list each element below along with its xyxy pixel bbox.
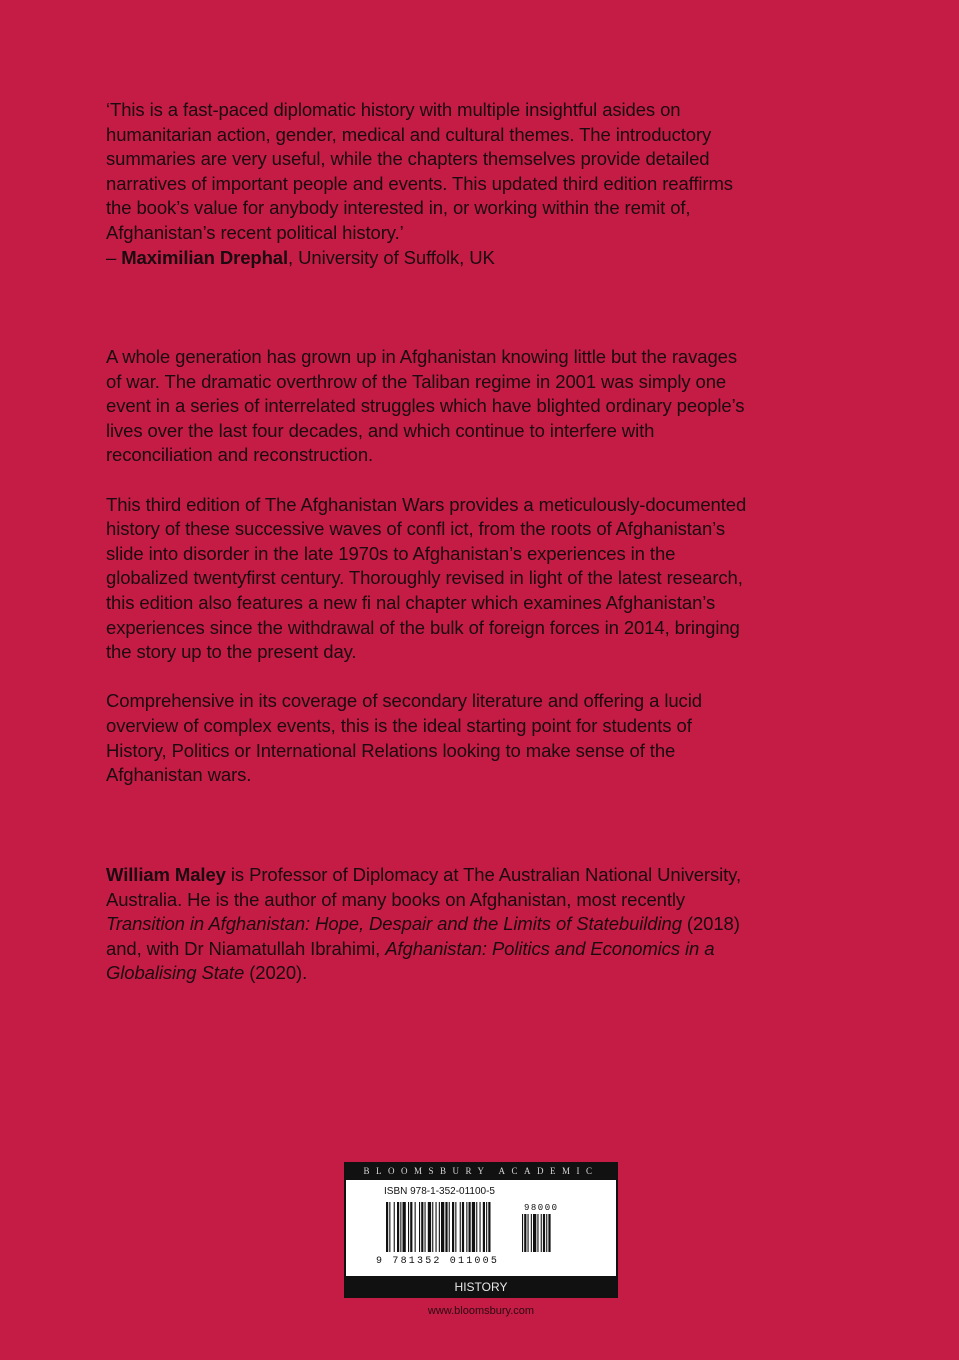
- author-name: William Maley: [106, 864, 226, 885]
- book-title: Transition in Afghanistan: Hope, Despair and the Limits of Statebuilding: [106, 913, 682, 935]
- description-line: This third edition of The Afghanistan Wars provides a meticulously-documented: [106, 493, 747, 515]
- description-line: history of these successive waves of confl ict, from the roots of Afghanistan’s: [106, 518, 726, 540]
- bio-line: [106, 863, 846, 888]
- description-line: reconciliation and reconstruction.: [106, 444, 374, 466]
- attribution-dash: –: [106, 246, 122, 268]
- book-title: Globalising State: [106, 962, 245, 984]
- subject-category: HISTORY: [454, 1280, 508, 1294]
- author-bio: [106, 863, 846, 986]
- bio-line: [106, 961, 846, 986]
- quote-line: summaries are very useful, while the chapters themselves provide detailed: [106, 148, 710, 170]
- description-line: Comprehensive in its coverage of secondary literature and offering a lucid: [106, 690, 702, 712]
- bio-text: is Professor of Diplomacy at The Australian National University,: [225, 864, 742, 885]
- book-title: Afghanistan: Politics and Economics in a: [385, 937, 715, 959]
- quote-line: humanitarian action, gender, medical and cultural themes. The introductory: [106, 123, 712, 145]
- reviewer-name: Maximilian Drephal: [121, 246, 289, 268]
- book-description: [106, 345, 846, 812]
- review-quote: [106, 98, 846, 270]
- publisher-website[interactable]: www.bloomsbury.com: [427, 1305, 535, 1317]
- quote-line: narratives of important people and events. This updated third edition reaffirms: [106, 172, 733, 194]
- quote-line: the book’s value for anybody interested in, or working within the remit of,: [106, 197, 691, 219]
- barcode-panel: [344, 1162, 618, 1298]
- description-line: Afghanistan wars.: [106, 764, 252, 786]
- bio-line: [106, 912, 846, 937]
- bio-text: and, with Dr Niamatullah Ibrahimi,: [106, 937, 386, 959]
- description-line: experiences since the withdrawal of the bulk of foreign forces in 2014, bringing: [106, 616, 740, 638]
- publisher-logo: BLOOMSBURY ACADEMIC: [363, 1166, 599, 1176]
- description-paragraph-2: [106, 493, 846, 665]
- quote-line: Afghanistan’s recent political history.’: [106, 221, 404, 243]
- description-line: event in a series of interrelated struggles which have blighted ordinary people’s: [106, 395, 745, 417]
- ean-digits: 9 781352 011005: [376, 1256, 500, 1267]
- barcode-area: [346, 1180, 616, 1276]
- description-line: overview of complex events, this is the ideal starting point for students of: [106, 714, 692, 736]
- bio-line: Australia. He is the author of many books on Afghanistan, most recently: [106, 888, 686, 910]
- book-year: (2020).: [244, 962, 308, 984]
- description-line: the story up to the present day.: [106, 641, 357, 663]
- description-line: History, Politics or International Relations looking to make sense of the: [106, 739, 676, 761]
- addon-price-code: 98000: [524, 1203, 559, 1213]
- isbn-label: ISBN 978-1-352-01100-5: [384, 1186, 495, 1197]
- quote-attribution: [106, 246, 846, 271]
- description-line: slide into disorder in the late 1970s to Afghanistan’s experiences in the: [106, 542, 676, 564]
- description-line: globalized twentyfirst century. Thoroughly revised in light of the latest research,: [106, 567, 743, 589]
- description-line: this edition also features a new fi nal chapter which examines Afghanistan’s: [106, 591, 716, 613]
- book-year: (2018): [681, 913, 740, 935]
- quote-line: ‘This is a fast-paced diplomatic history with multiple insightful asides on: [106, 99, 681, 120]
- description-line: lives over the last four decades, and which continue to interfere with: [106, 419, 655, 441]
- description-paragraph-3: [106, 689, 846, 787]
- description-line: of war. The dramatic overthrow of the Taliban regime in 2001 was simply one: [106, 370, 727, 392]
- reviewer-affiliation: , University of Suffolk, UK: [288, 246, 495, 268]
- bio-line: [106, 937, 846, 962]
- description-line: A whole generation has grown up in Afghanistan knowing little but the ravages: [106, 346, 737, 367]
- description-paragraph-1: [106, 345, 846, 468]
